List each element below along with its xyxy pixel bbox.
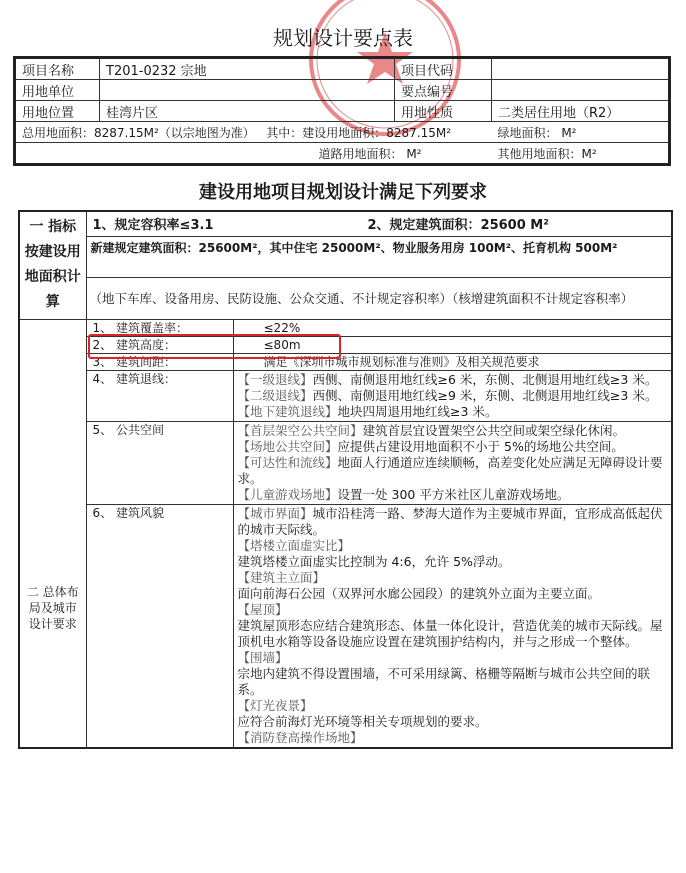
requirement-entry [238,538,668,554]
requirement-entry [238,455,668,487]
entry-text: 宗地内建筑不得设置围墙，不可采用绿篱、格栅等隔断与城市公共空间的联系。 [237,665,651,697]
floor-area-breakdown: 新建规定建筑面积：25600M²，其中住宅 25000M²、物业服务用房 100M²、托育机构 500M² [86,236,672,277]
entry-text: 建筑首层宜设置架空公共空间或架空绿化休闲。 [362,422,626,438]
requirement-value: 满足《深圳市城市规划标准与准则》及相关规范要求 [233,353,672,370]
entry-tag: 【儿童游戏场地】 [237,486,338,502]
requirement-label: 6、 建筑风貌 [86,504,233,748]
requirement-label: 5、 公共空间 [86,421,233,504]
entry-text: 面向前海石公园（双界河水廊公园段）的建筑外立面为主要立面。 [237,585,601,601]
land-use: 二类居住用地（R2） [492,101,670,122]
requirement-row [19,504,672,748]
entry-tag: 【地下建筑退线】 [237,403,338,419]
project-code [492,58,670,80]
entry-text: 应提供占建设用地面积不小于 5%的场地公共空间。 [337,438,624,454]
project-code-label: 项目代码 [395,58,492,80]
construction-area: 其中：建设用地面积：8287.15M² [266,125,452,140]
page-title: 规划设计要点表 [273,26,413,50]
entry-text: 建筑屋顶形态应结合建筑形态、体量一体化设计，营造优美的城市天际线。屋顶机电水箱等设备设施应设置在建筑围护结构内，并与之形成一个整体。 [237,617,663,649]
requirement-detail [233,504,672,748]
requirement-entry [238,506,668,538]
requirement-label: 4、 建筑退线： [86,370,233,421]
requirement-value: ≤80m [233,336,672,353]
entry-tag: 【屋顶】 [237,601,288,617]
green-area: 绿地面积： M² [492,122,670,143]
entry-text: 城市沿桂湾一路、梦海大道作为主要城市界面，宜形成高低起伏的城市天际线。 [237,505,663,537]
entry-tag: 【首层架空公共空间】 [237,422,363,438]
section-title: 建设用地项目规划设计满足下列要求 [199,182,487,203]
requirement-entry [238,618,668,650]
entry-tag: 【可达性和流线】 [237,454,338,470]
project-info-table [13,56,671,166]
entry-tag: 【城市界面】 [237,505,313,521]
point-no [492,80,670,101]
requirement-entry [238,554,668,570]
project-name: T201-0232 宗地 [100,58,395,80]
requirement-row [19,370,672,421]
entry-tag: 【塔楼立面虚实比】 [237,537,351,553]
requirement-entry [238,586,668,602]
requirement-entry [238,372,668,388]
entry-tag: 【灯光夜景】 [237,697,313,713]
requirement-entry [238,666,668,698]
requirement-label: 2、 建筑高度： [86,336,233,353]
requirement-entry [238,602,668,618]
requirement-entry [238,388,668,404]
requirement-row [19,421,672,504]
entry-tag: 【一级退线】 [237,371,313,387]
requirement-entry [238,698,668,714]
land-use-label: 用地性质 [395,101,492,122]
floor-area-value: 2、规定建筑面积：25600 M² [367,218,549,234]
entry-tag: 【场地公共空间】 [237,438,338,454]
requirement-entry [238,730,668,746]
requirement-entry [238,439,668,455]
land-unit-label: 用地单位 [15,80,100,101]
other-area: 其他用地面积：M² [492,143,670,165]
requirement-entry [238,714,668,730]
entry-text: 西侧、南侧退用地红线≥6 米，东侧、北侧退用地红线≥3 米。 [312,371,658,387]
entry-tag: 【二级退线】 [237,387,313,403]
entry-text: 建筑塔楼立面虚实比控制为 4:6，允许 5%浮动。 [237,553,511,569]
section1-heading: 一 指标按建设用地面积计算 [19,211,86,319]
entry-tag: 【建筑主立面】 [237,569,326,585]
requirement-detail [233,370,672,421]
entry-text: 设置一处 300 平方米社区儿童游戏场地。 [337,486,570,502]
requirement-entry [238,404,668,420]
land-unit [100,80,395,101]
entry-tag: 【消防登高操作场地】 [237,729,363,745]
point-no-label: 要点编号 [395,80,492,101]
exclusion-note: （地下车库、设备用房、民防设施、公众交通、不计规定容积率）（核增建筑面积不计规定容积率） [86,277,672,319]
requirement-entry [238,487,668,503]
requirement-detail [233,421,672,504]
requirements-table [18,210,673,749]
requirement-entry [238,423,668,439]
entry-tag: 【围墙】 [237,649,288,665]
entry-text: 地面人行通道应连续顺畅，高差变化处应满足无障碍设计要求。 [237,454,663,486]
requirement-entry [238,570,668,586]
requirement-label: 3、 建筑间距： [86,353,233,370]
requirement-label: 1、 建筑覆盖率： [86,319,233,336]
location-label: 用地位置 [15,101,100,122]
entry-text: 应符合前海灯光环境等相关专项规划的要求。 [237,713,488,729]
section2-heading: 二 总体布局及城市设计要求 [19,319,86,748]
far-value: 1、规定容积率≤3.1 [92,218,214,234]
requirement-value: ≤22% [233,319,672,336]
project-name-label: 项目名称 [15,58,100,80]
requirement-entry [238,650,668,666]
total-area: 总用地面积：8287.15M²（以宗地图为准） [22,125,255,140]
road-area: 道路用地面积： M² [15,143,492,165]
height-highlight-box [88,334,341,359]
location: 桂湾片区 [100,101,395,122]
entry-text: 西侧、南侧退用地红线≥9 米，东侧、北侧退用地红线≥3 米。 [312,387,658,403]
entry-text: 地块四周退用地红线≥3 米。 [337,403,498,419]
